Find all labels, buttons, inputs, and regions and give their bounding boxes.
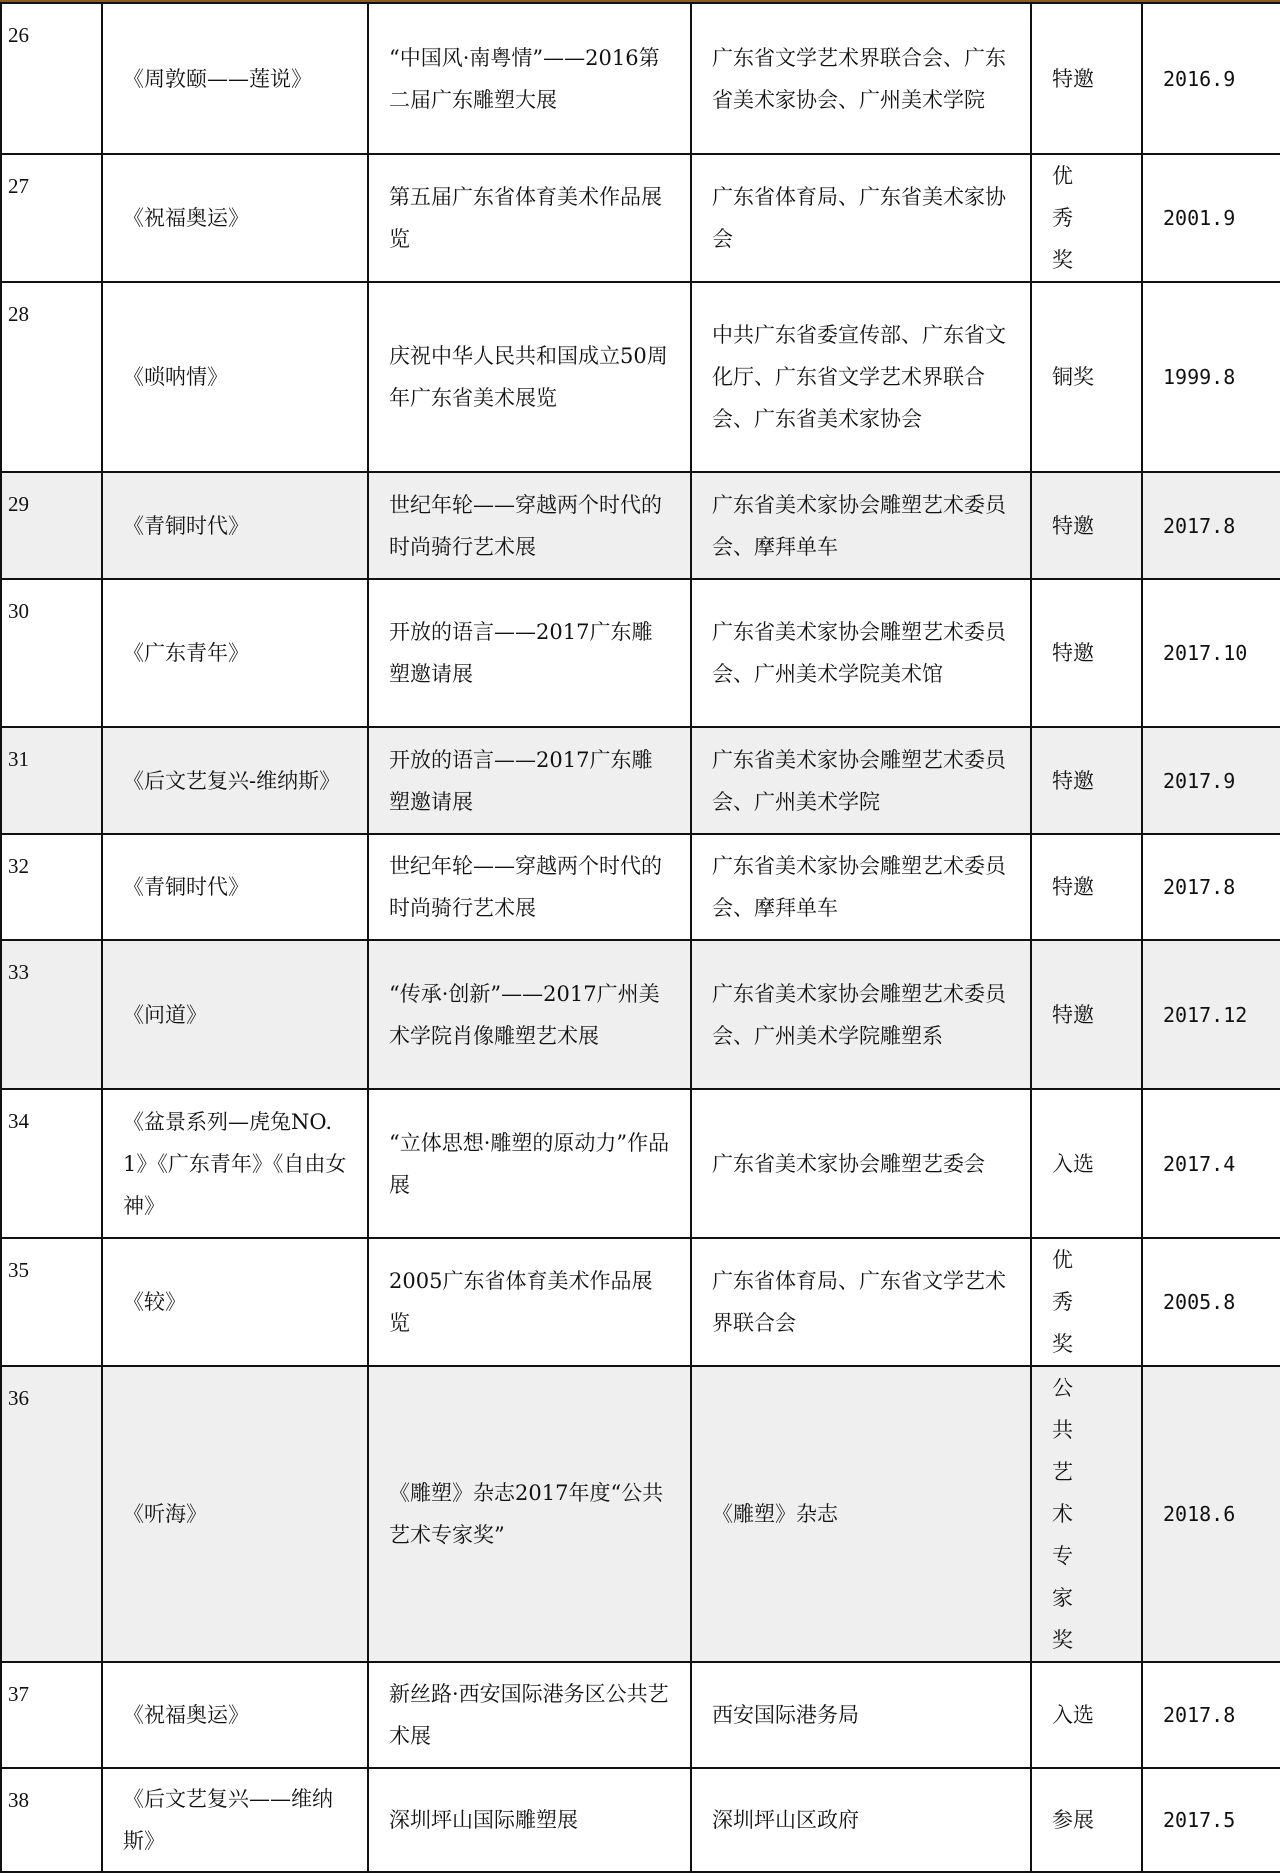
work-title: 《问道》 [102, 940, 368, 1089]
exhibition-name: 深圳坪山国际雕塑展 [368, 1768, 691, 1872]
work-title: 《周敦颐——莲说》 [102, 3, 368, 154]
table-row [1, 282, 1280, 472]
date: 2017.8 [1142, 472, 1280, 579]
organizer: 深圳坪山区政府 [691, 1768, 1031, 1872]
work-title: 《盆景系列—虎兔NO.1》《广东青年》《自由女神》 [102, 1089, 368, 1238]
row-number: 27 [1, 154, 102, 282]
table-row [1, 154, 1280, 282]
work-title: 《青铜时代》 [102, 834, 368, 940]
row-number: 28 [1, 282, 102, 472]
award: 入选 [1031, 1662, 1142, 1768]
date: 2018.6 [1142, 1366, 1280, 1662]
date: 2017.5 [1142, 1768, 1280, 1872]
award: 特邀 [1031, 579, 1142, 727]
date: 2017.9 [1142, 727, 1280, 834]
date: 2016.9 [1142, 3, 1280, 154]
table-row [1, 472, 1280, 579]
row-number: 33 [1, 940, 102, 1089]
award: 特邀 [1031, 940, 1142, 1089]
award: 特邀 [1031, 834, 1142, 940]
date: 1999.8 [1142, 282, 1280, 472]
award: 特邀 [1031, 472, 1142, 579]
organizer: 广东省美术家协会雕塑艺术委员会、摩拜单车 [691, 472, 1031, 579]
exhibition-name: 第五届广东省体育美术作品展览 [368, 154, 691, 282]
award: 公共艺术专家奖 [1031, 1366, 1142, 1662]
exhibition-name: 开放的语言——2017广东雕塑邀请展 [368, 727, 691, 834]
row-number: 35 [1, 1238, 102, 1366]
exhibition-name: 世纪年轮——穿越两个时代的时尚骑行艺术展 [368, 834, 691, 940]
work-title: 《祝福奥运》 [102, 1662, 368, 1768]
table-row [1, 1366, 1280, 1662]
exhibition-name: 世纪年轮——穿越两个时代的时尚骑行艺术展 [368, 472, 691, 579]
table-row [1, 1089, 1280, 1238]
table-row [1, 834, 1280, 940]
row-number: 32 [1, 834, 102, 940]
exhibition-name: 庆祝中华人民共和国成立50周年广东省美术展览 [368, 282, 691, 472]
exhibition-name: 《雕塑》杂志2017年度“公共艺术专家奖” [368, 1366, 691, 1662]
exhibition-name: “传承·创新”——2017广州美术学院肖像雕塑艺术展 [368, 940, 691, 1089]
award: 特邀 [1031, 3, 1142, 154]
organizer: 《雕塑》杂志 [691, 1366, 1031, 1662]
date: 2017.8 [1142, 1662, 1280, 1768]
row-number: 31 [1, 727, 102, 834]
exhibition-name: 开放的语言——2017广东雕塑邀请展 [368, 579, 691, 727]
awards-table [0, 2, 1280, 1873]
work-title: 《祝福奥运》 [102, 154, 368, 282]
date: 2017.12 [1142, 940, 1280, 1089]
organizer: 广东省美术家协会雕塑艺术委员会、摩拜单车 [691, 834, 1031, 940]
organizer: 广东省美术家协会雕塑艺术委员会、广州美术学院雕塑系 [691, 940, 1031, 1089]
date: 2005.8 [1142, 1238, 1280, 1366]
table-row [1, 940, 1280, 1089]
work-title: 《唢呐情》 [102, 282, 368, 472]
table-row [1, 727, 1280, 834]
exhibition-name: 新丝路·西安国际港务区公共艺术展 [368, 1662, 691, 1768]
exhibition-name: 2005广东省体育美术作品展览 [368, 1238, 691, 1366]
award: 优秀奖 [1031, 1238, 1142, 1366]
table-row [1, 579, 1280, 727]
organizer: 广东省美术家协会雕塑艺术委员会、广州美术学院 [691, 727, 1031, 834]
work-title: 《广东青年》 [102, 579, 368, 727]
organizer: 广东省体育局、广东省美术家协会 [691, 154, 1031, 282]
organizer: 广东省美术家协会雕塑艺术委员会、广州美术学院美术馆 [691, 579, 1031, 727]
organizer: 广东省体育局、广东省文学艺术界联合会 [691, 1238, 1031, 1366]
work-title: 《青铜时代》 [102, 472, 368, 579]
row-number: 36 [1, 1366, 102, 1662]
work-title: 《后文艺复兴-维纳斯》 [102, 727, 368, 834]
exhibition-name: “中国风·南粤情”——2016第二届广东雕塑大展 [368, 3, 691, 154]
organizer: 西安国际港务局 [691, 1662, 1031, 1768]
row-number: 34 [1, 1089, 102, 1238]
date: 2017.10 [1142, 579, 1280, 727]
work-title: 《较》 [102, 1238, 368, 1366]
organizer: 中共广东省委宣传部、广东省文化厅、广东省文学艺术界联合会、广东省美术家协会 [691, 282, 1031, 472]
row-number: 38 [1, 1768, 102, 1872]
row-number: 26 [1, 3, 102, 154]
award: 特邀 [1031, 727, 1142, 834]
table-row [1, 1238, 1280, 1366]
row-number: 29 [1, 472, 102, 579]
exhibition-name: “立体思想·雕塑的原动力”作品展 [368, 1089, 691, 1238]
row-number: 30 [1, 579, 102, 727]
table-row [1, 1662, 1280, 1768]
organizer: 广东省文学艺术界联合会、广东省美术家协会、广州美术学院 [691, 3, 1031, 154]
work-title: 《后文艺复兴——维纳斯》 [102, 1768, 368, 1872]
award: 优秀奖 [1031, 154, 1142, 282]
table-row [1, 3, 1280, 154]
table-row [1, 1768, 1280, 1872]
date: 2017.8 [1142, 834, 1280, 940]
award: 参展 [1031, 1768, 1142, 1872]
organizer: 广东省美术家协会雕塑艺委会 [691, 1089, 1031, 1238]
award: 入选 [1031, 1089, 1142, 1238]
row-number: 37 [1, 1662, 102, 1768]
work-title: 《听海》 [102, 1366, 368, 1662]
date: 2001.9 [1142, 154, 1280, 282]
date: 2017.4 [1142, 1089, 1280, 1238]
award: 铜奖 [1031, 282, 1142, 472]
